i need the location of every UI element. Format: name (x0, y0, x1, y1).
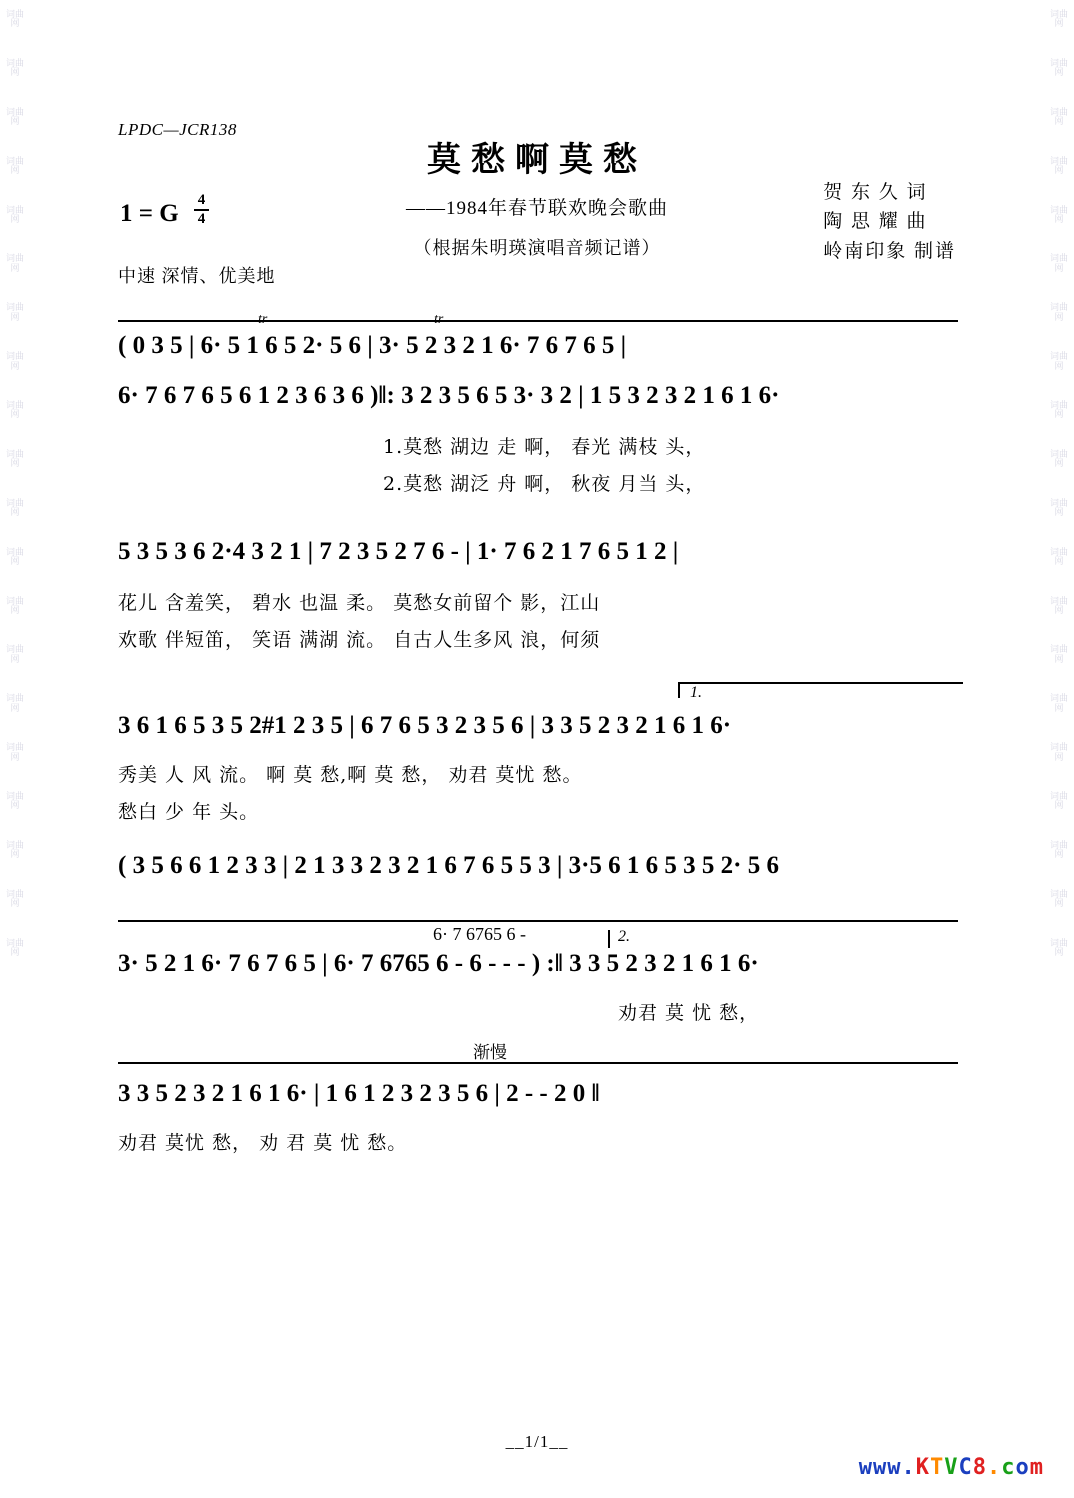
first-ending-label: 1. (690, 684, 702, 701)
system-3-lyric-verse1: 花儿 含羞笑， 碧水 也温 柔。 莫愁女前留个 影，江山 (118, 592, 601, 614)
system-4-lyric-verse2: 愁白 少 年 头。 (118, 801, 260, 823)
music-system-7 (118, 1043, 958, 1155)
music-system-5 (118, 852, 958, 880)
system-2-lyric-verse2: 2.莫愁 湖泛 舟 啊， 秋夜 月当 头， (383, 473, 706, 495)
trill-mark-2: tr (434, 312, 444, 327)
system-3-lyric-verse2: 欢歌 伴短笛， 笑语 满湖 流。 自古人生多风 浪，何须 (118, 629, 601, 651)
tempo-marking: 中速 深情、优美地 (118, 266, 276, 286)
time-signature (194, 193, 209, 227)
ritardando-mark: 渐慢 (473, 1043, 507, 1062)
music-system-4 (118, 684, 958, 824)
composer-credit: 陶 思 耀 曲 (823, 211, 928, 233)
system-2-notes: 6· 7 6 7 6 5 6 1 2 3 6 3 6 )‖: 3 2 3 5 6 5 3· 3 2 | 1 5 3 2 3 2 1 6 1 6· (118, 382, 780, 409)
music-system-2 (118, 382, 958, 496)
system-7-notes: 3 3 5 2 3 2 1 6 1 6· | 1 6 1 2 3 2 3 5 6 | 2 - - 2 0 ‖ (118, 1080, 600, 1107)
system-6-lyric: 劝君 莫 忧 愁， (618, 1002, 760, 1024)
watermark-left: 词曲网 词曲网 词曲网 词曲网 词曲网 词曲网 词曲网 词曲网 词曲网 词曲网 词曲网 词曲网 词曲网 词曲网 词曲网 词曲网 词曲网 词曲网 词曲网 词曲网 (5, 9, 24, 958)
song-subtitle-note: （根据朱明瑛演唱音频记谱） (413, 238, 661, 258)
watermark-right: 词曲网 词曲网 词曲网 词曲网 词曲网 词曲网 词曲网 词曲网 词曲网 词曲网 词曲网 词曲网 词曲网 词曲网 词曲网 词曲网 词曲网 词曲网 词曲网 词曲网 (1049, 9, 1068, 958)
catalog-code: LPDC—JCR138 (118, 120, 237, 139)
music-system-1 (118, 312, 958, 370)
lyricist-credit: 贺 东 久 词 (823, 182, 928, 203)
site-watermark: www.KTVC8.com (858, 1455, 1044, 1480)
music-system-3 (118, 538, 958, 652)
page-number: __1/1__ (505, 1432, 569, 1451)
system-4-notes: 3 6 1 6 5 3 5 2#1 2 3 5 | 6 7 6 5 3 2 3 5 6 | 3 3 5 2 3 2 1 6 1 6· (118, 712, 732, 739)
ossia-notes: 6· 7 6765 6 - (433, 924, 526, 944)
system-3-notes: 5 3 5 3 6 2·4 3 2 1 | 7 2 3 5 2 7 6 - | 1· 7 6 2 1 7 6 5 1 2 | (118, 538, 679, 565)
system-2-lyric-verse1: 1.莫愁 湖边 走 啊， 春光 满枝 头， (383, 436, 706, 458)
transcriber-credit: 岭南印象 制谱 (823, 240, 956, 262)
trill-mark-1: tr (258, 312, 268, 327)
time-numerator: 4 (197, 192, 206, 208)
system-5-notes: ( 3 5 6 6 1 2 3 3 | 2 1 3 3 2 3 2 1 6 7 6 5 5 3 | 3·5 6 1 6 5 3 5 2· 5 6 (118, 852, 780, 879)
system-1-notes: ( 0 3 5 | 6· 5 1 6 5 2· 5 6 | 3· 5 2 3 2 1 6· 7 6 7 6 5 | (118, 332, 627, 359)
key-signature (120, 193, 209, 228)
key-label: 1 = G (120, 200, 179, 227)
credits-block (823, 178, 956, 266)
system-6-notes: 3· 5 2 1 6· 7 6 7 6 5 | 6· 7 6765 6 - 6 - - - ) :‖ 3 3 5 2 3 2 1 6 1 6· (118, 950, 759, 977)
song-subtitle-source: ——1984年春节联欢晚会歌曲 (405, 198, 668, 219)
system-4-lyric-verse1: 秀美 人 风 流。 啊 莫 愁,啊 莫 愁， 劝君 莫忧 愁。 (118, 764, 583, 786)
time-denominator: 4 (197, 211, 206, 227)
song-title: 莫愁啊莫愁 (427, 140, 647, 180)
second-ending-label: 2. (618, 928, 630, 945)
system-7-lyric: 劝君 莫忧 愁， 劝 君 莫 忧 愁。 (118, 1132, 408, 1154)
